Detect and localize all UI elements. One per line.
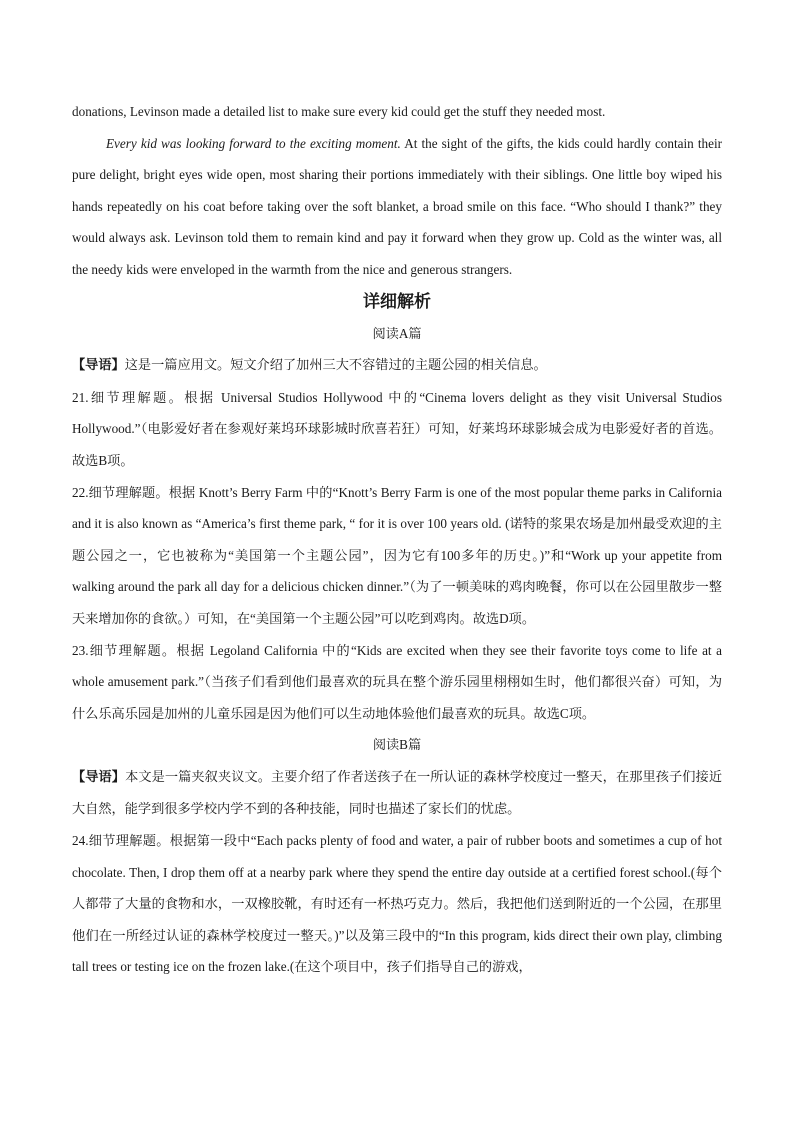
intro-tag: 【导语】 <box>72 358 125 374</box>
section-a-intro <box>72 349 722 382</box>
story-paragraph-1: donations, Levinson made a detailed list to make sure every kid could get the stuff they needed most. <box>72 104 606 119</box>
story-paragraph-2 <box>72 128 722 286</box>
intro-text: 这是一篇应用文。短文介绍了加州三大不容错过的主题公园的相关信息。 <box>124 357 547 373</box>
question-21-analysis: 21.细节理解题。根据 Universal Studios Hollywood 中的“Cinema lovers delight as they visit Universal Studios Hollywood.”（电影爱好者在参观好莱坞环球影城时欣喜若狂）可知，好莱坞环球影城会成为电影爱好者的首选。故选B项。 <box>72 389 722 468</box>
section-a-heading: 阅读A篇 <box>372 325 422 341</box>
page-content <box>72 96 722 983</box>
story-italic-sentence: Every kid was looking forward to the exciting moment. <box>106 135 401 151</box>
section-b-intro <box>72 761 722 825</box>
story-paragraph-2-text: At the sight of the gifts, the kids could hardly contain their pure delight, bright eyes wide open, most sharing their portions immediately with their siblings. One little boy wiped his hands repeatedly on his coat before taking over the soft blanket, a broad smile on this face. “Who should I thank?” they would always ask. Levinson told them to remain kind and pay it forward when they grow up. Cold as the winter was, all the needy kids were enveloped in the warmth from the nice and generous strangers. <box>72 135 723 277</box>
question-23-analysis: 23.细节理解题。根据 Legoland California 中的“Kids are excited when they see their favorite toys come to life at a whole amusement park.”（当孩子们看到他们最喜欢的玩具在整个游乐园里栩栩如生时，他们都很兴奋）可知，为什么乐高乐园是加州的儿童乐园是因为他们可以生动地体验他们最喜欢的玩具。故选C项。 <box>72 642 722 721</box>
question-22-analysis: 22.细节理解题。根据 Knott’s Berry Farm 中的“Knott’s Berry Farm is one of the most popular theme parks in California and it is also known as “America’s first theme park, “ for it is over 100 years old. (诺特的浆果农场是加州最受欢迎的主题公园之一，它也被称为“美国第一个主题公园”，因为它有100多年的历史。)”和“Work up your appetite from walking around the park all day for a delicious chicken dinner.”（为了一顿美味的鸡肉晚餐，你可以在公园里散步一整天来增加你的食欲。）可知，在“美国第一个主题公园”可以吃到鸡肉。故选D项。 <box>72 484 722 626</box>
intro-text: 本文是一篇夹叙夹议文。主要介绍了作者送孩子在一所认证的森林学校度过一整天，在那里孩子们接近大自然，能学到很多学校内学不到的各种技能，同时也描述了家长们的忧虑。 <box>72 768 723 817</box>
analysis-title: 详细解析 <box>363 291 431 312</box>
intro-tag: 【导语】 <box>72 769 126 785</box>
section-b-heading: 阅读B篇 <box>372 737 422 753</box>
question-24-analysis: 24.细节理解题。根据第一段中“Each packs plenty of food and water, a pair of rubber boots and sometimes a cup of hot chocolate. Then, I drop them off at a nearby park where they spend the entire day outside at a certified forest school.(每个人都带了大量的食物和水，一双橡胶靴，有时还有一杯热巧克力。然后，我把他们送到附近的一个公园，在那里他们在一所经过认证的森林学校度过一整天。)”以及第三段中的“In this program, kids direct their own play, climbing tall trees or testing ice on the frozen lake.(在这个项目中，孩子们指导自己的游戏， <box>72 833 722 975</box>
